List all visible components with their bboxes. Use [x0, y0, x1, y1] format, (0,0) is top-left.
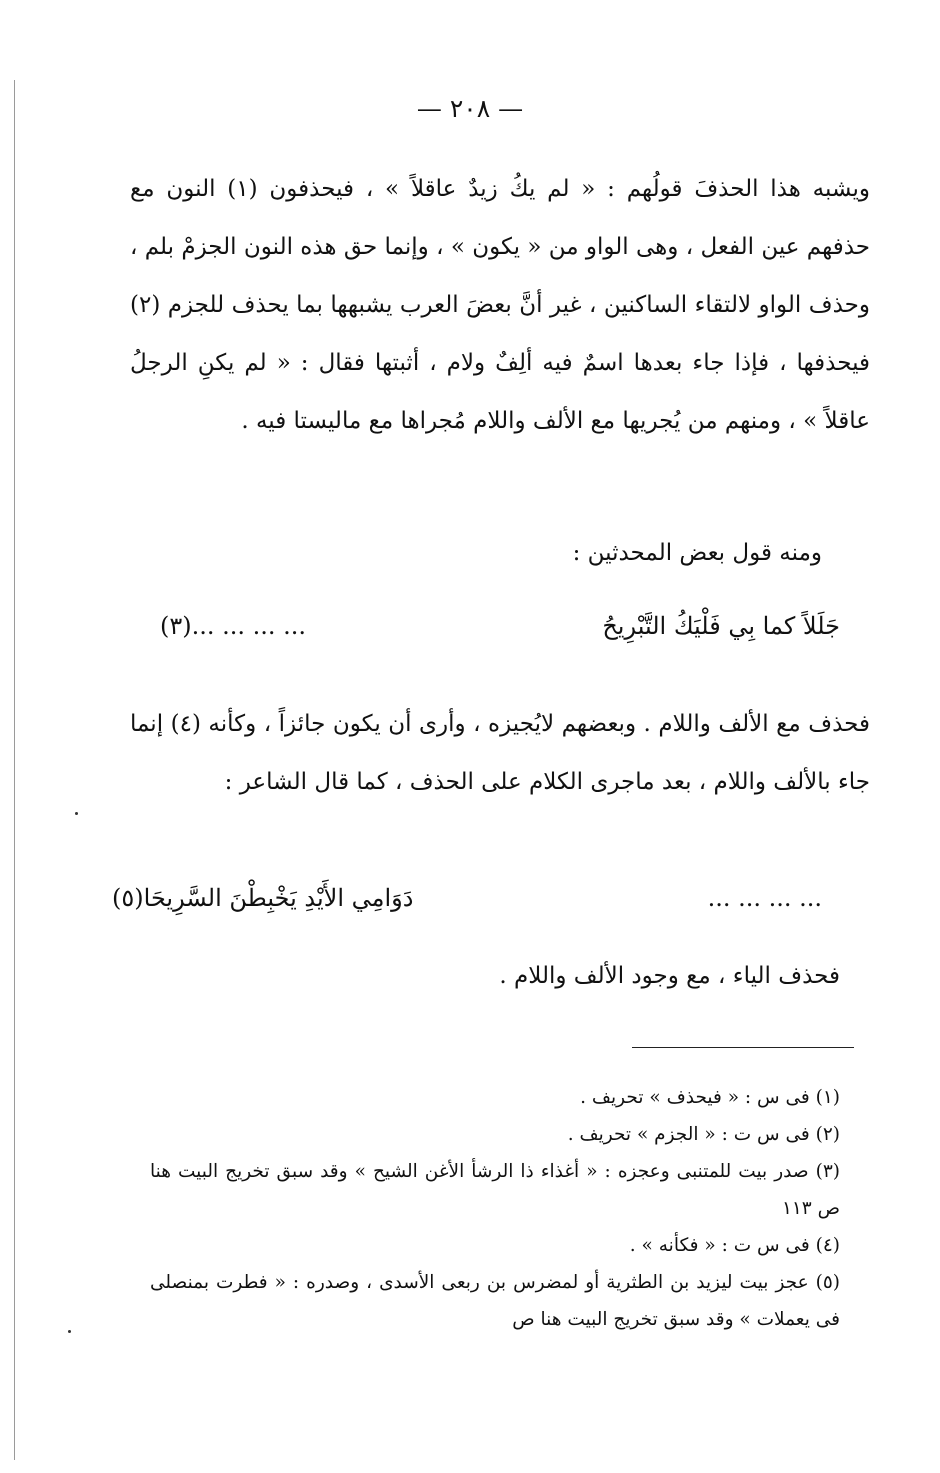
footnote-5: (٥) عجز بيت ليزيد بن الطثرية أو لمضرس بن ربعى الأسدى ، وصدره : « فطرت بمنصلى فى يعملات » وقد سبق تخريج البيت هنا ص	[150, 1272, 840, 1330]
paragraph-2: فحذف مع الألف واللام . وبعضهم لايُجيزه ، وأرى أن يكون جائزاً ، وكأنه (٤) إنما جاء بالألف واللام ، بعد ماجرى الكلام على الحذف ، كما قال الشاعر :	[130, 711, 870, 795]
verse-2	[112, 884, 822, 912]
footnote-3: (٣) صدر بيت للمتنبى وعجزه : « أغذاء ذا الرشأ الأغن الشيح » وقد سبق تخريج البيت هنا ص ١١٣	[150, 1161, 840, 1219]
scan-speck	[68, 1330, 71, 1333]
scan-speck	[75, 812, 78, 815]
verse-1-hemistich: جَلَلاً كما بِي فَلْيَكُ التَّبْرِيحُ	[602, 612, 840, 640]
footnote-2: (٢) فى س ت : « الجزم » تحريف .	[567, 1124, 840, 1145]
paragraph-3: فحذف الياء ، مع وجود الألف واللام .	[499, 963, 840, 989]
page-number: — ٢٠٨ —	[416, 94, 524, 123]
footnote-separator	[632, 1047, 854, 1048]
footnotes	[150, 1079, 840, 1338]
paragraph-1: ويشبه هذا الحذفَ قولُهم : « لم يكُ زيدٌ عاقلاً » ، فيحذفون (١) النون مع حذفهم عين الفعل ، وهى الواو من « يكون » ، وإنما حق هذه النون الجزمْ بلم ، وحذف الواو لالتقاء الساكنين ، غير أنَّ بعضَ العرب يشبهها بما يحذف للجزم (٢) فيحذفها ، فإذا جاء بعدها اسمٌ فيه ألِفٌ ولام ، أثبتها فقال : « لم يكنِ الرجلُ عاقلاً » ، ومنهم من يُجريها مع الألف واللام مُجراها مع ماليستا فيه .	[130, 176, 870, 434]
footnote-1: (١) فى س : « فيحذف » تحريف .	[580, 1087, 840, 1108]
page-edge-line	[14, 80, 15, 1460]
footnote-4: (٤) فى س ت : « فكأنه » .	[629, 1235, 840, 1256]
verse-intro: ومنه قول بعض المحدثين :	[572, 540, 822, 566]
verse-1	[160, 612, 840, 640]
verse-2-hemistich: دَوَامِي الأَيْدِ يَخْبِطْنَ السَّرِيحَا(٥)	[112, 884, 414, 912]
verse-1-dots: ... ... ... ...(٣)	[160, 612, 307, 640]
verse-2-dots: ... ... ... ...	[707, 884, 822, 912]
